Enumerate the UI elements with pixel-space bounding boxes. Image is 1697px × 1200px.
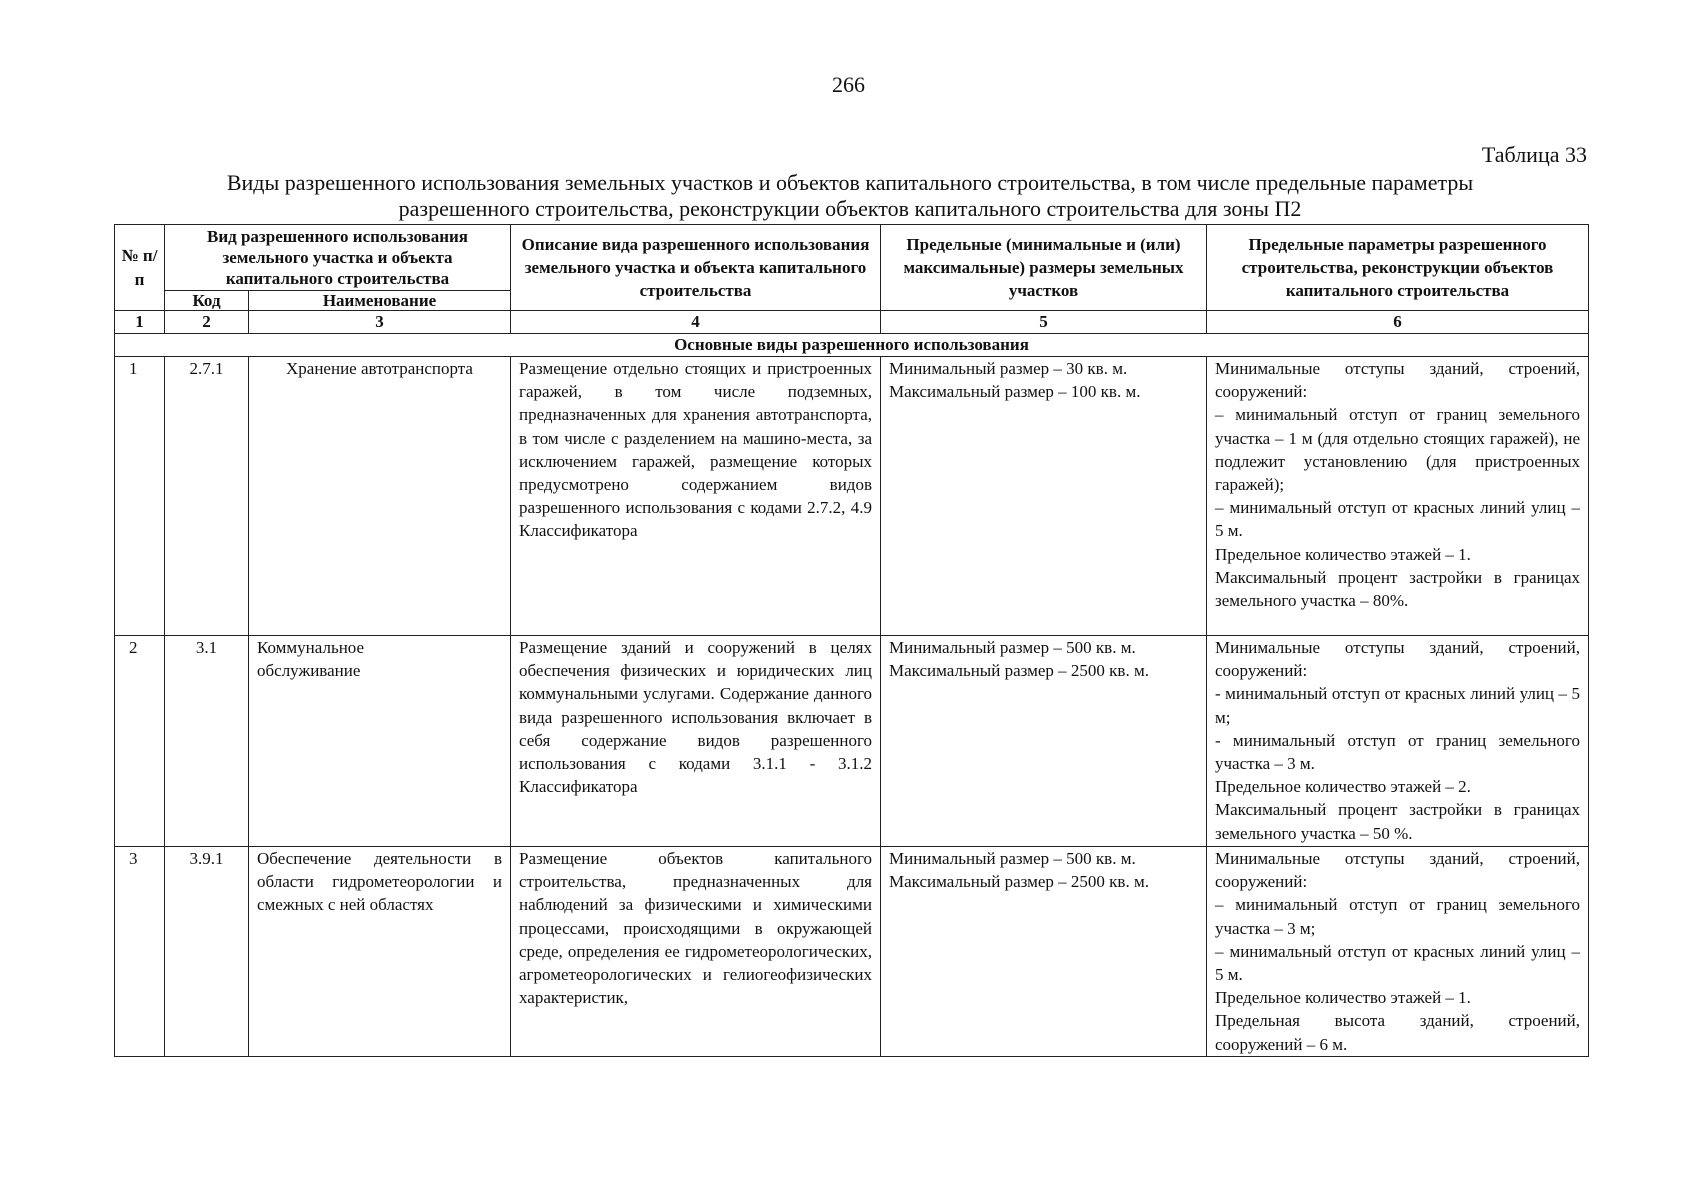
header-params: Предельные параметры разрешенного строительства, реконструкции объектов капитального строительства [1207, 225, 1589, 311]
row-name: Коммунальное обслуживание [249, 636, 511, 847]
row-params: Минимальные отступы зданий, строений, сооружений: – минимальный отступ от границ земельного участка – 1 м (для отдельно стоящих гаражей), не подлежит установлению (для пристроенных гаражей); – минимальный отступ от красных линий улиц – 5 м. Предельное количество этажей – 1. Максимальный процент застройки в границах земельного участка – 80%. [1207, 357, 1589, 636]
section-row [115, 334, 1589, 357]
row-description: Размещение отдельно стоящих и пристроенных гаражей, в том числе подземных, предназначенных для хранения автотранспорта, в том числе с разделением на машино-места, за исключением гаражей, размещение которых предусмотрено содержанием видов разрешенного использования с кодами 2.7.2, 4.9 Классификатора [511, 357, 881, 636]
row-description: Размещение зданий и сооружений в целях обеспечения физических и юридических лиц коммунальными услугами. Содержание данного вида разрешенного использования включает в себя содержание видов разрешенного использования с кодами 3.1.1 - 3.1.2 Классификатора [511, 636, 881, 847]
row-num: 1 [115, 357, 165, 636]
row-name: Обеспечение деятельности в области гидрометеорологии и смежных с ней областях [249, 847, 511, 1057]
header-num: № п/п [115, 225, 165, 311]
column-number: 2 [165, 311, 249, 334]
row-name: Хранение автотранспорта [249, 357, 511, 636]
row-code: 2.7.1 [165, 357, 249, 636]
row-code: 3.9.1 [165, 847, 249, 1057]
row-sizes: Минимальный размер – 500 кв. м. Максимальный размер – 2500 кв. м. [881, 847, 1207, 1057]
header-vid-group: Вид разрешенного использования земельного участка и объекта капитального строительства [165, 225, 511, 291]
table-row [115, 636, 1589, 847]
row-description: Размещение объектов капитального строительства, предназначенных для наблюдений за физическими и химическими процессами, происходящими в окружающей среде, определения ее гидрометеорологических, агрометеорологических и гелиогеофизических характеристик, [511, 847, 881, 1057]
header-code: Код [165, 291, 249, 311]
row-params: Минимальные отступы зданий, строений, сооружений: – минимальный отступ от границ земельного участка – 3 м; – минимальный отступ от красных линий улиц – 5 м. Предельное количество этажей – 1. Предельная высота зданий, строений, сооружений – 6 м. [1207, 847, 1589, 1057]
row-num: 2 [115, 636, 165, 847]
column-number: 1 [115, 311, 165, 334]
column-numbers-row [115, 311, 1589, 334]
table-label: Таблица 33 [1481, 142, 1587, 167]
column-number: 3 [249, 311, 511, 334]
zoning-table [114, 224, 1589, 1057]
column-number: 6 [1207, 311, 1589, 334]
header-sizes: Предельные (минимальные и (или) максимальные) размеры земельных участков [881, 225, 1207, 311]
row-code: 3.1 [165, 636, 249, 847]
header-description: Описание вида разрешенного использования земельного участка и объекта капитального строительства [511, 225, 881, 311]
row-num: 3 [115, 847, 165, 1057]
table-caption [140, 170, 1560, 222]
caption-line-1: Виды разрешенного использования земельных участков и объектов капитального строительства, в том числе предельные параметры [226, 170, 1474, 195]
header-name: Наименование [249, 291, 511, 311]
table-row [115, 357, 1589, 636]
row-sizes: Минимальный размер – 500 кв. м. Максимальный размер – 2500 кв. м. [881, 636, 1207, 847]
column-number: 4 [511, 311, 881, 334]
row-params: Минимальные отступы зданий, строений, сооружений: - минимальный отступ от красных линий улиц – 5 м; - минимальный отступ от границ земельного участка – 3 м. Предельное количество этажей – 2. Максимальный процент застройки в границах земельного участка – 50 %. [1207, 636, 1589, 847]
row-sizes: Минимальный размер – 30 кв. м. Максимальный размер – 100 кв. м. [881, 357, 1207, 636]
caption-line-2: разрешенного строительства, реконструкции объектов капитального строительства для зоны П2 [398, 196, 1302, 221]
table-row [115, 847, 1589, 1057]
section-title: Основные виды разрешенного использования [115, 334, 1589, 357]
column-number: 5 [881, 311, 1207, 334]
page-number: 266 [832, 72, 865, 97]
